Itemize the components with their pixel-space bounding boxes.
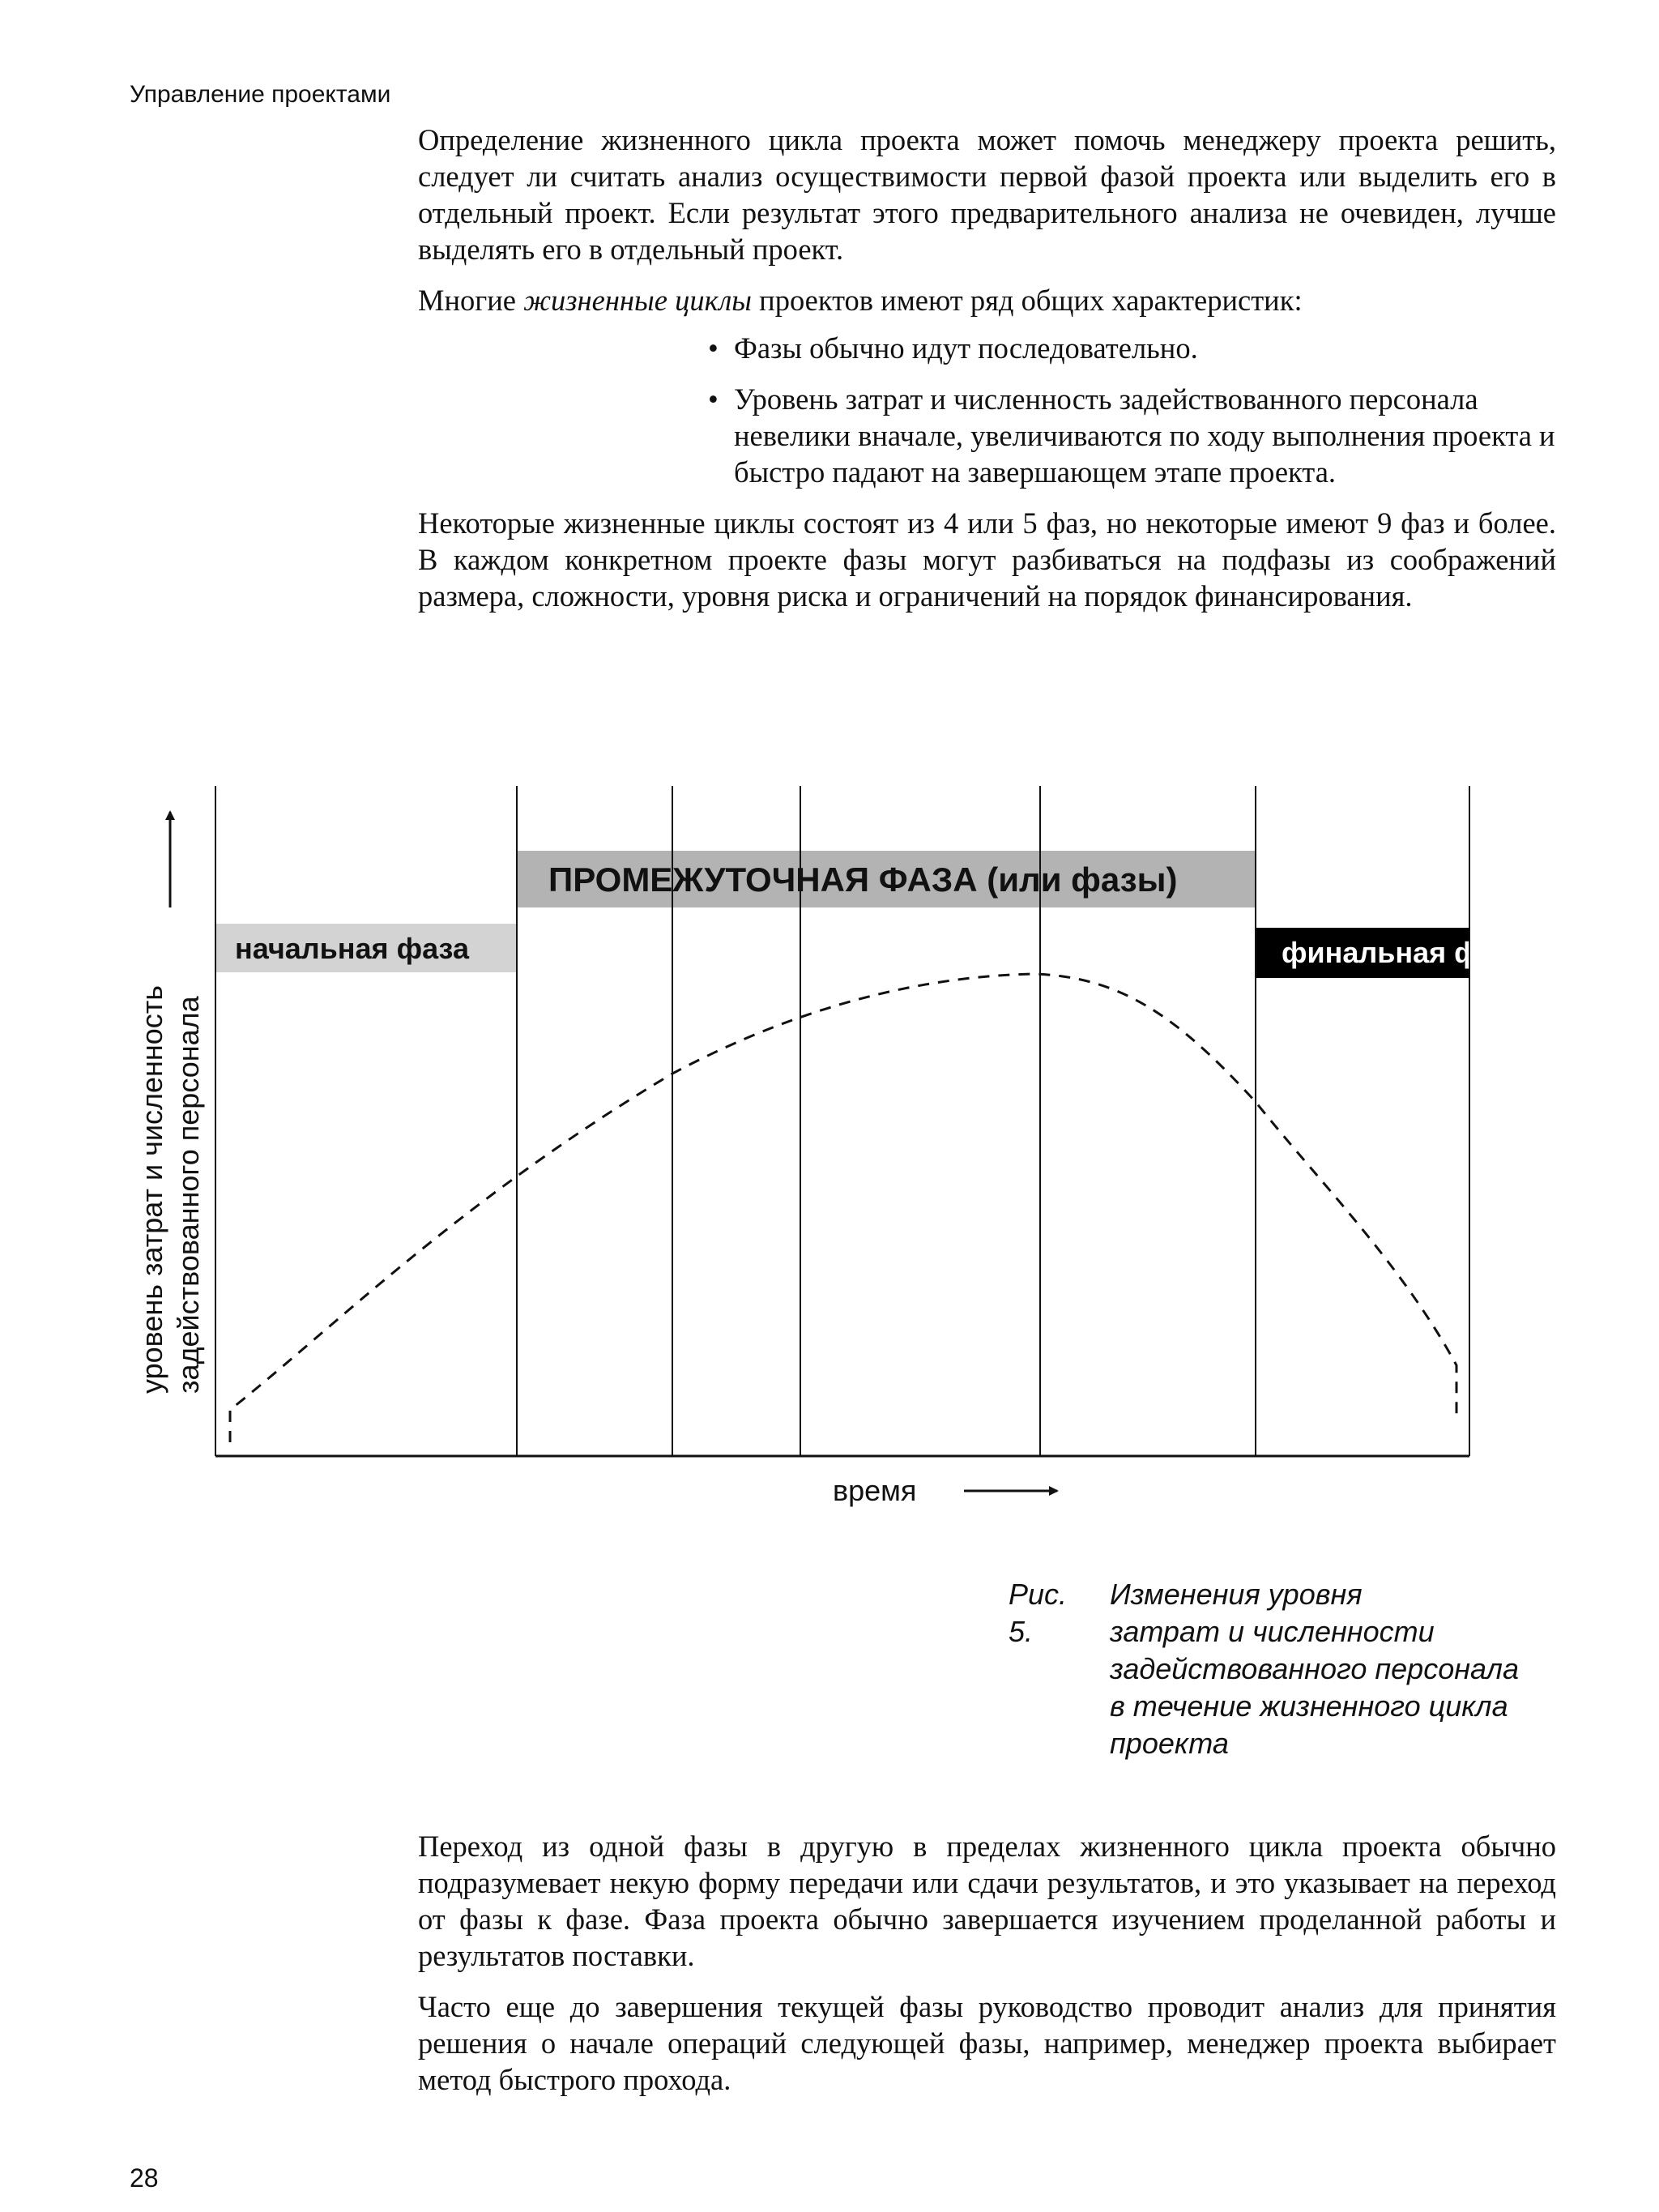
- paragraph: Некоторые жизненные циклы состоят из 4 или 5 фаз, но некоторые имеют 9 фаз и более. В каждом конкретном проекте фазы могут разбиваться на подфазы из соображений размера, сложности, уровня риска и ограничений на порядок финансирования.: [418, 506, 1556, 613]
- paragraph-characteristics: [418, 282, 1556, 318]
- paragraph: Переход из одной фазы в другую в пределах жизненного цикла проекта обычно подразумевает некую форму передачи или сдачи результатов, и это указывает на переход от фазы к фазе. Фаза проекта обычно завершается изучением проделанной работы и результатов поставки.: [418, 1830, 1556, 1972]
- caption-text: [1110, 1576, 1563, 1762]
- caption-line: проекта: [1110, 1727, 1229, 1760]
- lifecycle-diagram: [122, 762, 1547, 1507]
- list-item: • Уровень затрат и численность задействованного персонала невелики вначале, увеличиваются по ходу выполнения проекта и быстро падают на завершающем этапе проекта.: [708, 381, 1556, 490]
- x-axis-label: время: [833, 1474, 917, 1507]
- caption-line: в течение жизненного цикла: [1110, 1689, 1508, 1723]
- outro-section: [418, 1828, 1556, 2098]
- caption-number: Рис. 5.: [1009, 1578, 1068, 1648]
- phase-intermediate-label: ПРОМЕЖУТОЧНАЯ ФАЗА (или фазы): [548, 860, 1178, 899]
- paragraph-text: Многие: [418, 284, 524, 317]
- emphasis-term: жизненные циклы: [523, 284, 753, 317]
- intro-section: [418, 122, 1556, 614]
- paragraph-text: проектов имеют ряд общих характеристик:: [752, 284, 1303, 317]
- lifecycle-curve: [230, 974, 1456, 1442]
- paragraph: Часто еще до завершения текущей фазы руководство проводит анализ для принятия решения о начале операций следующей фазы, например, менеджер проекта выбирает метод быстрого прохода.: [418, 1990, 1556, 2096]
- phase-final-label: финальная фаза: [1282, 936, 1527, 969]
- list-item: • Фазы обычно идут последовательно.: [708, 330, 1556, 366]
- running-head: Управление проектами: [130, 81, 391, 108]
- y-axis-label-line1: уровень затрат и численность: [135, 984, 168, 1394]
- caption-line: задействованного персонала: [1110, 1652, 1519, 1685]
- caption-line: затрат и численности: [1110, 1615, 1435, 1648]
- phase-initial-label: начальная фаза: [235, 932, 469, 965]
- paragraph: Определение жизненного цикла проекта может помочь менеджеру проекта решить, следует ли считать анализ осуществимости первой фазой проекта или выделить его в отдельный проект. Если результат этого предварительного анализа не очевиден, лучше выделять его в отдельный проект.: [418, 123, 1556, 266]
- y-axis-label-line2: задействованного персонала: [172, 996, 205, 1394]
- page-number: 28: [130, 2163, 159, 2193]
- caption-line: Изменения уровня: [1110, 1578, 1363, 1611]
- characteristics-list: [418, 330, 1556, 490]
- y-axis-label: [135, 985, 205, 1394]
